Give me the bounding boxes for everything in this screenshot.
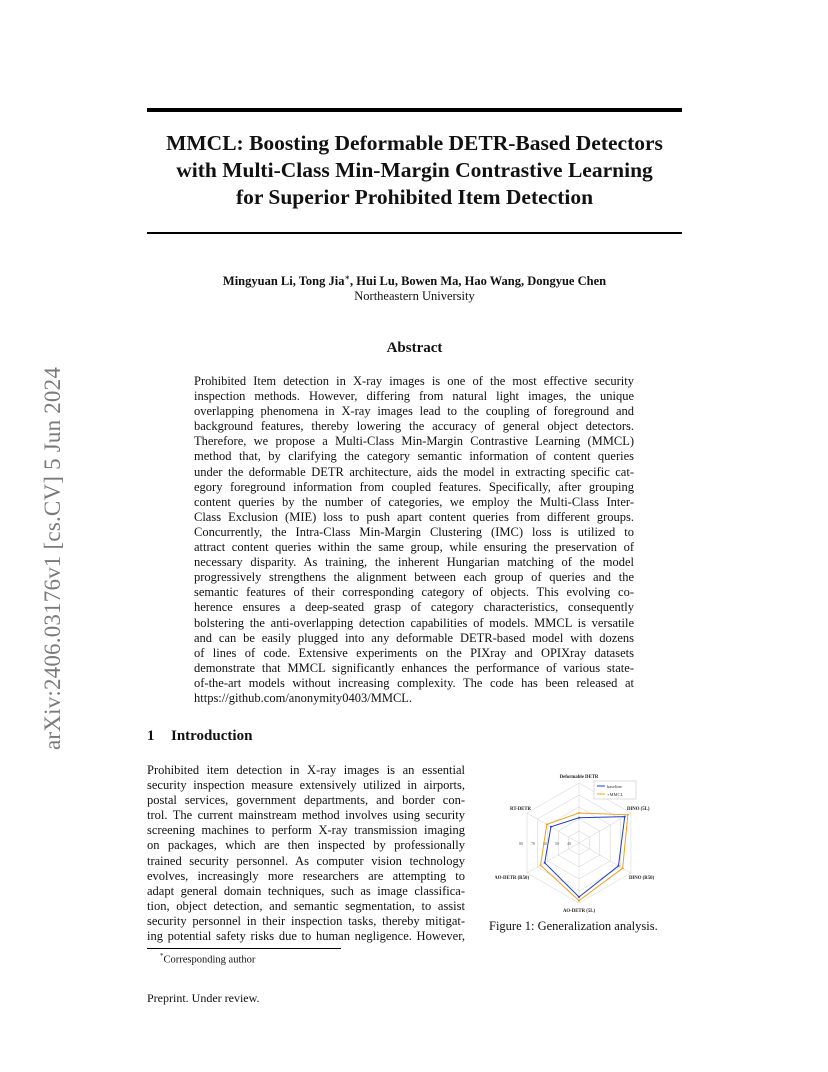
title-line: MMCL: Boosting Deformable DETR-Based Detectors (166, 131, 663, 155)
legend (594, 781, 636, 799)
abstract-line: necessary disparity. As training, the inherent Hungarian matching of the model (194, 555, 634, 570)
abstract-line: method that, by clarifying the category semantic information of content queries (194, 449, 634, 464)
radar-chart (495, 768, 665, 916)
abstract-line: progressively strengthens the alignment between each group of queries and the (194, 570, 634, 585)
author-names (147, 270, 682, 289)
abstract-line: of lines of code. Extensive experiments on the PIXray and OPIXray datasets (194, 645, 634, 660)
intro-line: trained security personnel. As computer vision technology (147, 853, 465, 868)
footnote (160, 952, 255, 966)
legend-label-baseline: baseline (607, 784, 622, 789)
abstract-line: background features, thereby lowering the accuracy of general object detectors. (194, 419, 634, 434)
footnote-text: Corresponding author (163, 954, 256, 966)
intro-line: security personnel in their inspection tasks, thereby mitigat- (147, 913, 465, 928)
intro-line: Prohibited item detection in X-ray images is an essential (147, 763, 465, 777)
abstract-line: content queries by the number of categories, we employ the Multi-Class Inter- (194, 494, 634, 509)
abstract-line: inspection methods. However, differing from natural light images, the unique (194, 389, 634, 404)
footer-note: Preprint. Under review. (147, 991, 260, 1005)
radar-spoke (527, 813, 579, 843)
title-bottom-rule (147, 232, 682, 234)
abstract-line: overlapping phenomena in X-ray images lead to the coupling of foreground and (194, 404, 634, 419)
intro-line: trol. The current mainstream method involves using security (147, 808, 465, 823)
title-line: with Multi-Class Min-Margin Contrastive Learning (176, 158, 653, 182)
intro-line: evolves, increasingly more researchers are attempting to (147, 868, 465, 883)
radar-tick-label: 70 (531, 841, 535, 846)
author-names-part1: Mingyuan Li, Tong Jia (222, 274, 345, 289)
abstract-line: attract content queries within the same group, while ensuring the preservation of (194, 540, 634, 555)
title-line: for Superior Prohibited Item Detection (235, 185, 594, 209)
radar-point (627, 814, 629, 816)
corresponding-mark: ∗ (344, 273, 351, 282)
radar-point (578, 900, 580, 902)
radar-point (550, 826, 552, 828)
radar-point (578, 896, 580, 898)
radar-axis-label: AO-DETR (R50) (495, 876, 530, 881)
intro-line: security inspection measure extensively utilized in airports, (147, 778, 465, 793)
abstract-line: demonstrate that MMCL significantly enhances the performance of various state- (194, 660, 634, 675)
arxiv-side-label: arXiv:2406.03176v1 [cs.CV] 5 Jun 2024 (40, 366, 65, 750)
intro-line: ing potential safety risks due to human negligence. However, (147, 929, 465, 944)
intro-line: tion, object detection, and semantic segmentation, to assist (147, 898, 465, 913)
footnote-rule (147, 948, 341, 949)
radar-axis-label: DINO (5L) (626, 807, 650, 812)
abstract-line: Concurrently, the Intra-Class Min-Margin Clustering (IMC) loss is utilized to (194, 524, 634, 539)
intro-line: screening machines to perform X-ray transmission imaging (147, 823, 465, 838)
radar-point (546, 823, 548, 825)
figure-caption: Figure 1: Generalization analysis. (489, 919, 658, 933)
abstract-line: under the deformable DETR architecture, aids the model in extracting specific cat- (194, 464, 634, 479)
radar-tick-label: 50 (555, 841, 559, 846)
abstract-body (194, 374, 634, 706)
section-title: Introduction (171, 728, 253, 744)
intro-body (147, 763, 465, 944)
abstract-line: Prohibited Item detection in X-ray images is one of the most effective security (194, 374, 634, 388)
intro-line: adapt general domain techniques, such as image classifica- (147, 883, 465, 898)
radar-spoke (527, 843, 579, 873)
title-top-rule (147, 108, 682, 112)
radar-tick-label: 60 (543, 841, 547, 846)
radar-axis-label: Deformable DETR (559, 775, 599, 780)
abstract-line: Therefore, we propose a Multi-Class Min-Margin Contrastive Learning (MMCL) (194, 434, 634, 449)
radar-point (622, 867, 624, 869)
abstract-line: herence ensures a deep-seated grasp of category characteristics, consequently (194, 600, 634, 615)
radar-point (617, 865, 619, 867)
radar-point (540, 864, 542, 866)
intro-line: postal services, government departments, and border con- (147, 793, 465, 808)
radar-axis-label: DINO (R50) (628, 876, 655, 881)
abstract-line: egory foreground information from coupled features. Specifically, after grouping (194, 479, 634, 494)
section-heading (147, 728, 252, 745)
abstract-line: and can be easily plugged into any deformable DETR-based model with dozens (194, 630, 634, 645)
abstract-line: https://github.com/anonymity0403/MMCL. (194, 690, 413, 705)
radar-axis-label: RT-DETR (510, 807, 532, 812)
radar-tick-label: 40 (567, 841, 571, 846)
abstract-line: bolstering the anti-overlapping detection capabilities of models. MMCL is versatile (194, 615, 634, 630)
abstract-heading: Abstract (386, 340, 443, 356)
abstract-line: semantic features of their corresponding category of objects. This evolving co- (194, 585, 634, 600)
legend-label-mmcl: +MMCL (607, 792, 624, 797)
abstract-line: of-the-art models without increasing complexity. The code has been released at (194, 675, 634, 690)
paper-title (147, 130, 682, 211)
radar-point (578, 812, 580, 814)
section-number: 1 (147, 728, 155, 744)
abstract-line: Class Exclusion (MIE) loss to push apart content queries from different groups. (194, 509, 634, 524)
radar-tick-label: 80 (519, 841, 523, 846)
author-names-part2: , Hui Lu, Bowen Ma, Hao Wang, Dongyue Chen (350, 274, 607, 289)
radar-point (544, 862, 546, 864)
radar-point (578, 817, 580, 819)
radar-figure (495, 768, 665, 916)
author-block (147, 270, 682, 304)
intro-line: on packages, which are then inspected by professionally (147, 838, 465, 853)
radar-axis-label: AO-DETR (5L) (562, 909, 596, 914)
radar-point (624, 816, 626, 818)
footnote-mark: * (160, 952, 164, 960)
affiliation: Northeastern University (354, 289, 475, 304)
radar-series-baseline (545, 817, 625, 897)
